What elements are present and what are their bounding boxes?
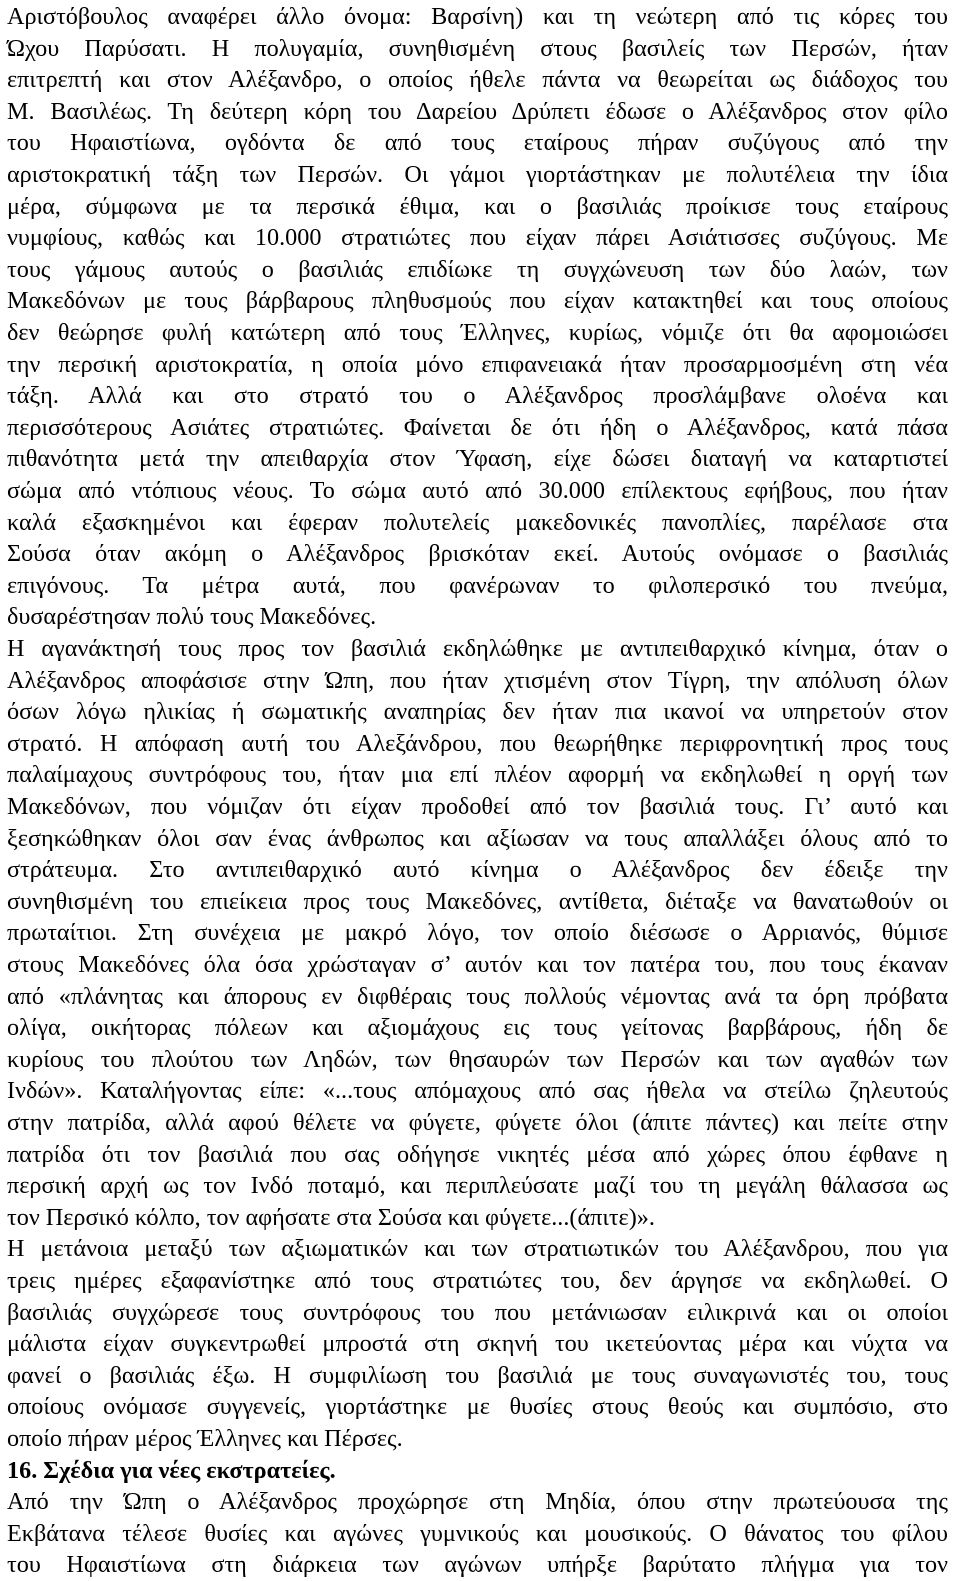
text-line: στράτευμα. Στο αντιπειθαρχικό αυτό κίνημα ο Αλέξανδρος δεν έδειξε την	[7, 856, 948, 884]
text-line: Η αγανάκτησή τους προς τον βασιλιά εκδηλώθηκε με αντιπειθαρχικό κίνημα, όταν ο	[7, 635, 948, 662]
text-line: του Ηφαιστίωνα, ογδόντα δε από τους εταίρους πήραν συζύγους από την	[7, 129, 948, 157]
text-line: επιγόνους. Τα μέτρα αυτά, που φανέρωναν το φιλοπερσικό του πνεύμα,	[7, 571, 948, 599]
text-line: Σούσα όταν ακόμη ο Αλέξανδρος βρισκόταν εκεί. Αυτούς ονόμασε ο βασιλιάς	[7, 540, 948, 568]
text-line: από «πλάνητας και άπορους εν διφθέραις τους πολλούς νέμοντας ανά τα όρη πρόβατα	[7, 982, 948, 1010]
section-heading: 16. Σχέδια για νέες εκστρατείες.	[7, 1456, 336, 1484]
text-line: πρωταίτιοι. Στη συνέχεια με μακρό λόγο, τον οποίο διέσωσε ο Αρριανός, θύμισε	[7, 919, 948, 947]
text-line: Μακεδόνων με τους βάρβαρους πληθυσμούς που είχαν κατακτηθεί και τους οποίους	[7, 287, 948, 315]
text-line: Μ. Βασιλέως. Τη δεύτερη κόρη του Δαρείου Δρύπετι έδωσε ο Αλέξανδρος στον φίλο	[7, 97, 948, 125]
text-line: καλά εξασκημένοι και έφεραν πολυτελείς μακεδονικές πανοπλίες, παρέλασε στα	[7, 508, 948, 536]
text-line: στους Μακεδόνες όλα όσα χρώσταγαν σ’ αυτόν και τον πατέρα του, που τους έκαναν	[7, 951, 948, 978]
text-line: περσική αρχή ως τον Ινδό ποταμό, και περιπλεύσατε μαζί του τη μεγάλη θάλασσα ως	[7, 1172, 948, 1200]
text-line: Ώχου Παρύσατι. Η πολυγαμία, συνηθισμένη στους βασιλείς των Περσών, ήταν	[7, 34, 948, 62]
text-line: φανεί ο βασιλιάς έξω. Η συμφιλίωση του βασιλιά με τους συναγωνιστές του, τους	[7, 1361, 948, 1389]
text-line: πατρίδα ότι τον βασιλιά που σας οδήγησε νικητές μέσα από χώρες όπου έφθανε η	[7, 1140, 948, 1168]
text-line: πιθανότητα μετά την απειθαρχία στον Ύφαση, είχε δώσει διαταγή να καταρτιστεί	[7, 445, 948, 473]
text-line: όσων λόγω ηλικίας ή σωματικής αναπηρίας δεν ήταν πια ικανοί να υπηρετούν στον	[7, 698, 948, 726]
text-line: Εκβάτανα τέλεσε θυσίες και αγώνες γυμνικούς και μουσικούς. Ο θάνατος του φίλου	[7, 1519, 948, 1547]
text-line: ξεσηκώθηκαν όλοι σαν ένας άνθρωπος και αξίωσαν να τους απαλλάξει όλους από το	[7, 824, 948, 852]
text-line: δεν θεώρησε φυλή κατώτερη από τους Έλληνες, κυρίως, νόμιζε ότι θα αφομοιώσει	[7, 319, 948, 346]
text-line: περισσότερους Ασιάτες στρατιώτες. Φαίνεται δε ότι ήδη ο Αλέξανδρος, κατά πάσα	[7, 413, 948, 441]
text-line: νυμφίους, καθώς και 10.000 στρατιώτες που είχαν πάρει Ασιάτισσες συζύγους. Με	[7, 224, 948, 252]
text-line: τρεις ημέρες εξαφανίστηκε από τους στρατιώτες του, δεν άργησε να εκδηλωθεί. Ο	[7, 1267, 948, 1294]
text-line: Αριστόβουλος αναφέρει άλλο όνομα: Βαρσίνη) και τη νεώτερη από τις κόρες του	[7, 3, 948, 30]
text-line: μέρα, σύμφωνα με τα περσικά έθιμα, και ο βασιλιάς προίκισε τους εταίρους	[7, 192, 948, 220]
text-line: Αλέξανδρος αποφάσισε στην Ώπη, που ήταν χτισμένη στον Τίγρη, την απόλυση όλων	[7, 666, 948, 694]
text-line: συνηθισμένη του επιείκεια προς τους Μακεδόνες, αντίθετα, διέταξε να θανατωθούν οι	[7, 887, 948, 915]
text-line: τον Περσικό κόλπο, τον αφήσατε στα Σούσα και φύγετε...(άπιτε)».	[7, 1203, 655, 1231]
text-line: κυρίους του πλούτου των Ληδών, των θησαυρών των Περσών και των αγαθών των	[7, 1045, 948, 1073]
text-line: Η μετάνοια μεταξύ των αξιωματικών και των στρατιωτικών του Αλέξανδρου, που για	[7, 1235, 948, 1263]
text-line: μάλιστα είχαν συγκεντρωθεί μπροστά στη σκηνή του ικετεύοντας μέρα και νύχτα να	[7, 1330, 948, 1358]
text-line: την περσική αριστοκρατία, η οποία μόνο επιφανειακά ήταν προσαρμοσμένη στη νέα	[7, 350, 948, 378]
text-line: οποίους ονόμασε συγγενείς, γιορτάστηκε με θυσίες στους θεούς και συμπόσιο, στο	[7, 1393, 948, 1421]
text-line: οποίο πήραν μέρος Έλληνες και Πέρσες.	[7, 1425, 403, 1452]
text-line: παλαίμαχους συντρόφους του, ήταν μια επί πλέον αφορμή να εκδηλωθεί η οργή των	[7, 761, 948, 789]
text-line: δυσαρέστησαν πολύ τους Μακεδόνες.	[7, 603, 377, 631]
text-line: αριστοκρατική τάξη των Περσών. Οι γάμοι γιορτάστηκαν με πολυτέλεια την ίδια	[7, 161, 948, 188]
text-line: επιτρεπτή και στον Αλέξανδρο, ο οποίος ήθελε πάντα να θεωρείται ως διάδοχος του	[7, 66, 948, 94]
text-line: σώμα από ντόπιους νέους. Το σώμα αυτό από 30.000 επίλεκτους εφήβους, που ήταν	[7, 477, 948, 504]
text-line: Μακεδόνων, που νόμιζαν ότι είχαν προδοθεί από τον βασιλιά τους. Γι’ αυτό και	[7, 793, 948, 820]
text-line: Ινδών». Καταλήγοντας είπε: «...τους απόμαχους από σας ήθελα να στείλω ζηλευτούς	[7, 1077, 948, 1105]
text-line: τους γάμους αυτούς ο βασιλιάς επιδίωκε τη συγχώνευση των δύο λαών, των	[7, 255, 948, 283]
text-line: στην πατρίδα, αλλά αφού θέλετε να φύγετε, φύγετε όλοι (άπιτε πάντες) και πείτε στην	[7, 1109, 948, 1136]
text-line: ολίγα, οικήτορας πόλεων και αξιομάχους εις τους γείτονας βαρβάρους, ήδη δε	[7, 1014, 948, 1042]
text-line: του Ηφαιστίωνα στη διάρκεια των αγώνων υπήρξε βαρύτατο πλήγμα για τον	[7, 1551, 948, 1579]
text-line: στρατό. Η απόφαση αυτή του Αλεξάνδρου, που θεωρήθηκε περιφρονητική προς τους	[7, 729, 948, 757]
text-line: τάξη. Αλλά και στο στρατό του ο Αλέξανδρος προσλάμβανε ολοένα και	[7, 382, 948, 410]
text-line: βασιλιάς συγχώρεσε τους συντρόφους του που μετάνιωσαν ειλικρινά και οι οποίοι	[7, 1298, 948, 1326]
text-line: Από την Ώπη ο Αλέξανδρος προχώρησε στη Μηδία, όπου στην πρωτεύουσα της	[7, 1488, 948, 1516]
